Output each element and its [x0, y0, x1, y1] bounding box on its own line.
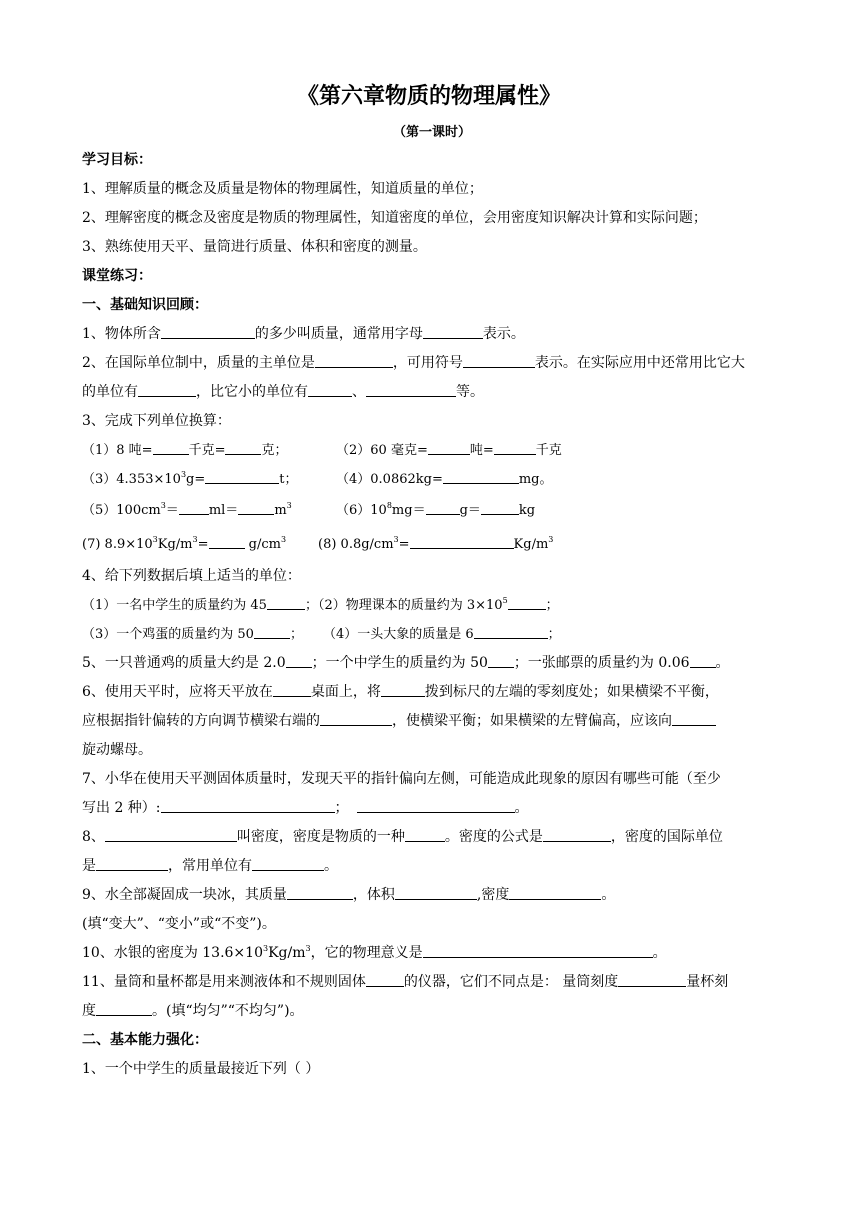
blank[interactable] [488, 652, 514, 668]
blank[interactable] [381, 681, 425, 697]
question-11-cont: 度 。(填“均匀”“不均匀”)。 [82, 997, 782, 1026]
question-6-cont: 应根据指针偏转的方向调节横梁右端的 ，使横梁平衡；如果横梁的左臂偏高，应该向 [82, 707, 782, 736]
question-4-row: （1）一名中学生的质量约为 45 ；（2）物理课本的质量约为 $3\times 10^5$ ； [82, 596, 559, 613]
blank[interactable] [273, 681, 311, 697]
blank[interactable] [209, 533, 245, 549]
blank[interactable] [138, 381, 196, 397]
worksheet-page [82, 78, 782, 1084]
blank[interactable] [161, 323, 255, 339]
blank[interactable] [267, 594, 305, 610]
blank[interactable] [254, 623, 290, 639]
blank[interactable] [494, 439, 536, 455]
goal-item: 2、理解密度的概念及密度是物质的物理属性，知道密度的单位，会用密度知识解决计算和实际问题； [82, 210, 707, 226]
blank[interactable] [543, 826, 611, 842]
blank[interactable] [105, 826, 237, 842]
blank[interactable] [474, 623, 548, 639]
question-9: 9、水全部凝固成一块冰，其质量 ，体积 ,密度 。 [82, 881, 782, 910]
blank[interactable] [395, 884, 477, 900]
blank[interactable] [205, 468, 279, 484]
question-4: 4、给下列数据后填上适当的单位： [82, 568, 301, 584]
question-1: 1、物体所含 的多少叫质量，通常用字母 表示。 [82, 320, 782, 349]
blank[interactable] [428, 439, 470, 455]
question-7-cont: 写出 2 种）: ； 。 [82, 794, 782, 823]
blank[interactable] [618, 971, 686, 987]
question-6: 6、使用天平时，应将天平放在 桌面上，将 拨到标尺的左端的零刻度处；如果横梁不平衡， [82, 678, 782, 707]
section2-heading: 二、基本能力强化： [82, 1032, 208, 1048]
question-3-row: （1）8 吨= 千克= 克； （2）60 毫克= 吨= 千克 [82, 436, 782, 465]
question-10: 10、水银的密度为 $13.6\times 10^3Kg/m^3$，它的物理意义是 。 [82, 944, 667, 961]
blank[interactable] [410, 533, 514, 549]
blank[interactable] [225, 439, 261, 455]
blank[interactable] [287, 884, 353, 900]
blank[interactable] [463, 352, 535, 368]
blank[interactable] [366, 971, 404, 987]
blank[interactable] [315, 352, 393, 368]
question-7: 7、小华在使用天平测固体质量时，发现天平的指针偏向左侧，可能造成此现象的原因有哪些可能（至少 [82, 771, 721, 787]
goal-item: 1、理解质量的概念及质量是物体的物理属性，知道质量的单位； [82, 181, 483, 197]
blank[interactable] [509, 884, 601, 900]
blank[interactable] [357, 797, 515, 813]
blank[interactable] [320, 710, 392, 726]
question-2-cont: 的单位有 ，比它小的单位有 、 等。 [82, 378, 782, 407]
question-6-cont: 旋动螺母。 [82, 742, 152, 758]
question-3-row: $(3)4.353\times 10^3g= t$； （4）0.0862kg= mg。 [82, 470, 553, 487]
blank[interactable] [252, 855, 324, 871]
blank[interactable] [423, 942, 653, 958]
blank[interactable] [672, 710, 716, 726]
goals-heading: 学习目标： [82, 152, 152, 168]
blank[interactable] [179, 499, 209, 515]
blank[interactable] [96, 855, 168, 871]
question-3-row: $(5)100cm^3= ml= m^3$ $(6)10^8mg= g=$ kg [82, 501, 536, 518]
blank[interactable] [153, 439, 189, 455]
blank[interactable] [690, 652, 716, 668]
question-5: 5、一只普通鸡的质量大约是 2.0 ；一个中学生的质量约为 50 ；一张邮票的质量约为 0.06 。 [82, 649, 782, 678]
question-3-row: (7) $8.9\times 10^3Kg/m^3= g/cm^3$ (8) $0.8g/cm^3= Kg/m^3$ [82, 535, 554, 552]
blank[interactable] [405, 826, 445, 842]
question-3: 3、完成下列单位换算： [82, 413, 231, 429]
question-2: 2、在国际单位制中，质量的主单位是 ，可用符号 表示。在实际应用中还常用比它大 [82, 349, 782, 378]
question-8: 8、 叫密度，密度是物质的一种 。密度的公式是 ，密度的国际单位 [82, 823, 782, 852]
blank[interactable] [308, 381, 352, 397]
section1-heading: 一、基础知识回顾： [82, 297, 208, 313]
page-title: 《第六章物质的物理属性》 [296, 83, 561, 109]
question-8-cont: 是 ，常用单位有 。 [82, 852, 782, 881]
blank[interactable] [238, 499, 274, 515]
blank[interactable] [96, 1000, 152, 1016]
question-4-row: （3）一个鸡蛋的质量约为 50 ； （4）一头大象的质量是 6 ； [82, 620, 782, 649]
question-choice-1: 1、一个中学生的质量最接近下列（ ） [82, 1061, 320, 1077]
blank[interactable] [423, 323, 483, 339]
blank[interactable] [481, 499, 519, 515]
page-subtitle: （第一课时） [392, 125, 471, 140]
blank[interactable] [443, 468, 519, 484]
practice-heading: 课堂练习： [82, 268, 152, 284]
blank[interactable] [161, 797, 335, 813]
blank[interactable] [286, 652, 312, 668]
goal-item: 3、熟练使用天平、量筒进行质量、体积和密度的测量。 [82, 239, 427, 255]
blank[interactable] [508, 594, 546, 610]
question-9-cont: (填“变大”、“变小”或“不变”)。 [82, 916, 276, 932]
blank[interactable] [426, 499, 460, 515]
blank[interactable] [366, 381, 456, 397]
question-11: 11、量筒和量杯都是用来测液体和不规则固体 的仪器，它们不同点是： 量筒刻度 量杯刻 [82, 968, 782, 997]
